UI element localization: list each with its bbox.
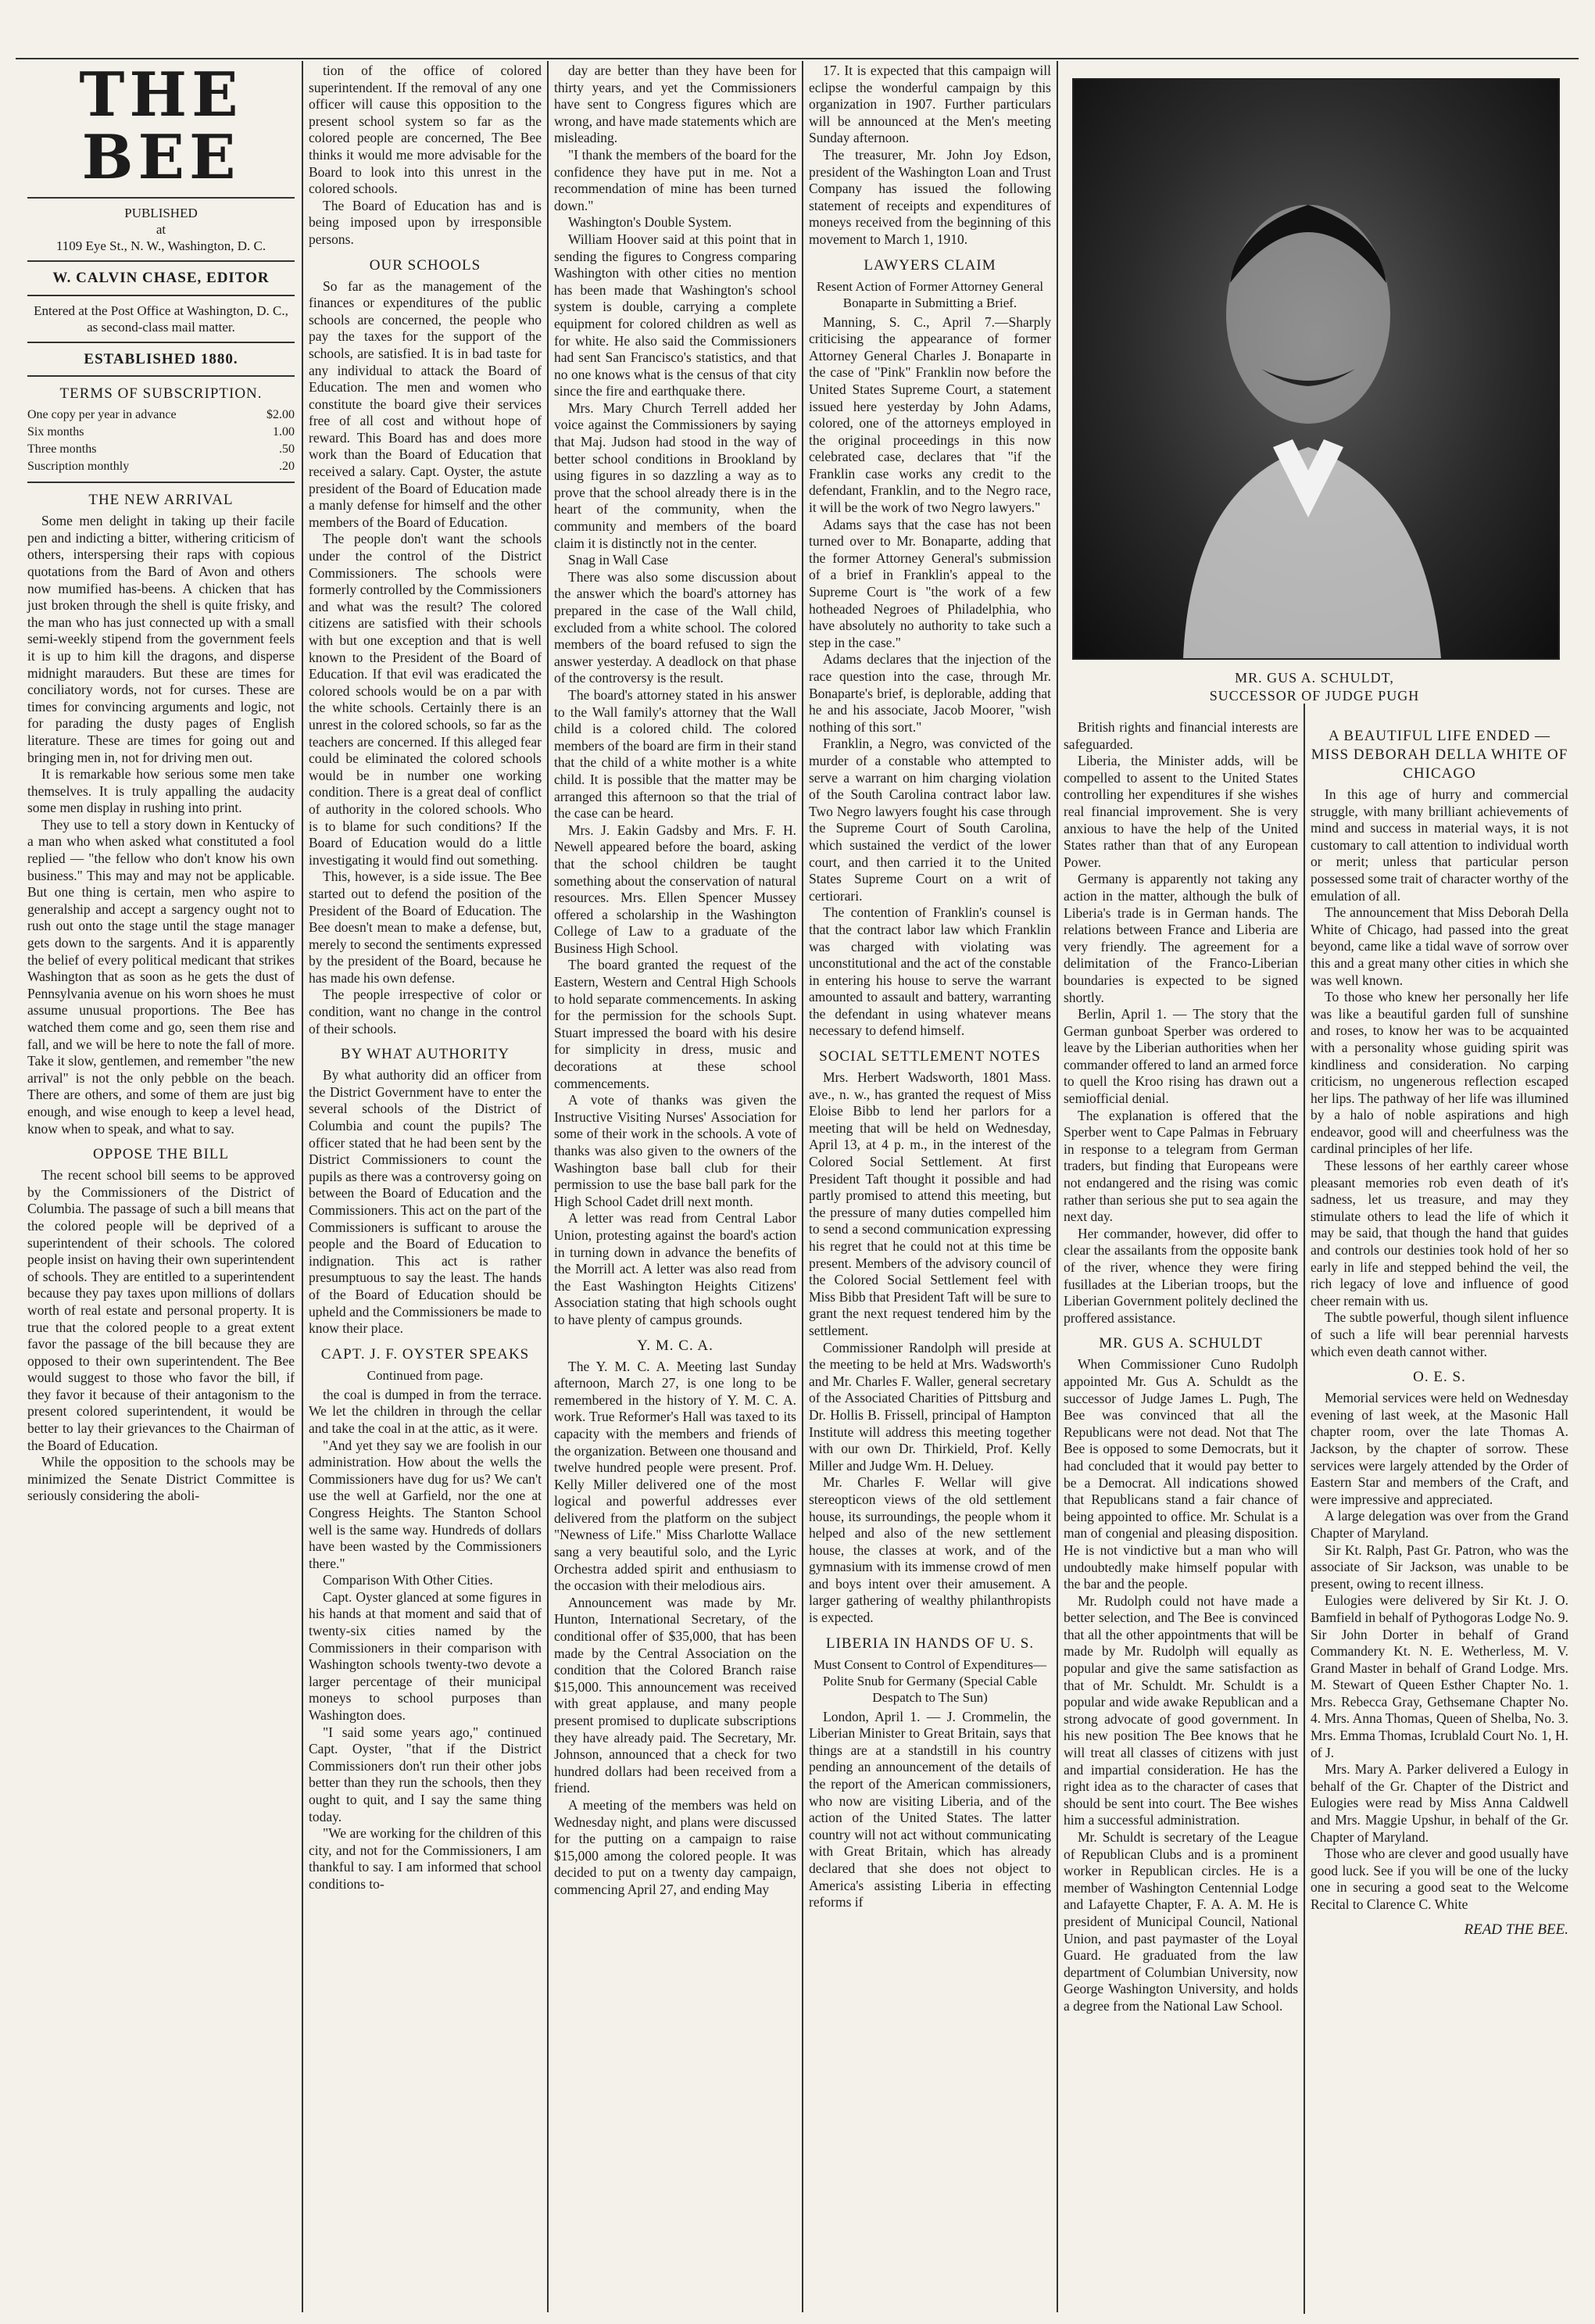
column-4	[805, 63, 1055, 2306]
paragraph: A letter was read from Central Labor Union, protesting against the board's action in turning down in advance the benefits of the Morrill act. A letter was also read from the East Washington Heights Citizens' Association stating that high schools ought to have plenty of campus grounds.	[554, 1210, 796, 1327]
headline-lawyers: LAWYERS CLAIM	[864, 256, 996, 274]
subscription-label: Three months	[27, 442, 97, 457]
article-body-oyster	[309, 1387, 542, 1893]
address: 1109 Eye St., N. W., Washington, D. C.	[55, 238, 266, 253]
paragraph: "I said some years ago," continued Capt. Oyster, "that if the District Commissioners don't run their other jobs better than they run the schools, then they ought to quit, and I say the same thing today.	[309, 1724, 542, 1824]
article-body-col4	[809, 63, 1051, 249]
paragraph: The explanation is offered that the Sperber went to Cape Palmas in February in response to a telegram from German traders, but finding that Europeans were not endangered and the rising was comic rather than serious she put to sea again the next day.	[1064, 1107, 1298, 1225]
paragraph: tion of the office of colored superintendent. If the removal of any one officer will cause this opposition to the present school system so far as the colored people are concerned, The Bee thinks it would me more advisable for the Board to look into this unrest in the colored schools.	[309, 63, 542, 197]
column-rule	[302, 61, 303, 2312]
paragraph: In this age of hurry and commercial struggle, with many brilliant achievements of mind and success in material ways, it is not customary to call attention to individual worth or merit; unless that particular person possessed some trait of character worthy of the emulation of all.	[1311, 786, 1568, 904]
paragraph: They use to tell a story down in Kentucky of a man who when asked what constituted a fool replied — "the fellow who don't know his own business." This may and may not be applicable. But one thing is certain, men who aspire to generalship and accept a sargency ought not to rush out onto the stage until the stage manager gets down to the sargents. And it is apparently the belief of every political medicant that strikes Washington that as soon as he gets the dust of Pennsylvania avenue on his worn shoes he must assume unusual proportions. The Bee has watched them come and go, seen them rise and fall, and we will be here to note the fall of more. Take it slow, gentlemen, and remember "the new arrival" is not the only pebble on the beach. There are others, and some of them are just big enough, and wise enough to keep a level head, know when to speak, and what to say.	[27, 816, 295, 1137]
headline-oyster: CAPT. J. F. OYSTER SPEAKS	[320, 1345, 530, 1363]
subscription-row	[27, 441, 295, 458]
column-3	[550, 63, 800, 2306]
paragraph: Eulogies were delivered by Sir Kt. J. O. Bamfield in behalf of Pythogoras Lodge No. 9. Sir John Dorter in behalf of Grand Commandery Kt. N. E. Wetherless, M. V. Grand Master in behalf of Grand Lodge. Mrs. M. Stewart of Queen Esther Chapter No. 1. Mrs. Rebecca Gray, Gethsemane Chapter No. 4. Mrs. Anna Thomas, Queen of Shelba, No. 3. Mrs. Emma Thomas, Icrublald Court No. 1, H. of J.	[1311, 1592, 1569, 1760]
column-rule	[547, 61, 549, 2312]
column-6	[1307, 719, 1572, 2306]
paragraph: "I thank the members of the board for the confidence they have put in me. Not a recommendation of mine has been turned down."	[554, 146, 796, 213]
paragraph: When Commissioner Cuno Rudolph appointed Mr. Gus A. Schuldt as the successor of Judge James L. Pugh, The Bee was convinced that all the Republicans were not dead. Not that The Bee is opposed to some Democrats, but it had concluded that it would pay better to be a Democrat. All indications showed that Republicans stand a fair chance of being appointed to office. Mr. Schulat is a man of congenial and pleasing disposition. He is not vindictive but a man who will undoubtedly make himself popular with the bar and the people.	[1064, 1356, 1298, 1592]
headline-authority: BY WHAT AUTHORITY	[340, 1046, 510, 1063]
paragraph: Mr. Rudolph could not have made a better selection, and The Bee is convinced that all the other appointments that will be made by Mr. Rudolph will equally as popular and give the same satisfaction as that of Mr. Schuldt. Mr. Schuldt is a popular and wide awake Republican and a strong advocate of good government. In his new position The Bee knows that he will treat all classes of citizens with just and impartial consideration. He has the right idea as to the character of cases that should be sent into court. The Bee wishes him a successful administration.	[1064, 1592, 1298, 1828]
article-body-col3	[554, 63, 796, 1329]
paragraph: The people don't want the schools under the control of the District Commissioners. The schools were formerly controlled by the Commissioners and what was the result? The colored citizens are satisfied with their schools with but one exception and that is well known to the President of the Board of Education. If that evil was eradicated the colored schools would be on a par with the white schools. Certainly there is an unrest in the colored schools, so far as the teachers are concerned. If this alleged fear could be eliminated the colored schools would be in number one working condition. There is a great deal of conflict of authority in the colored schools. Who is to blame for such conditions? If the Board of Education would do a little investigating it would find out something.	[309, 531, 542, 868]
published-label: PUBLISHED	[124, 206, 198, 220]
top-rule	[16, 58, 1579, 59]
article-body-lawyers	[809, 314, 1051, 1040]
subhead-liberia: Must Consent to Control of Expenditures—Polite Snub for Germany (Special Cable Despatch to The Sun)	[814, 1656, 1046, 1705]
paragraph: Some men delight in taking up their facile pen and indicting a bitter, withering criticism of others, interspersing their raps with copious quotations from the Bard of Avon and others now mumified has-beens. A chicken that has just broken through the shell is quite frisky, and the man who has just connected up with a small semi-weekly stipend from the government feels it is up to him kill the dragons, and disperse midnight marauders. But these are times for conciliatory words, not for curses. These are times for convincing arguments and logic, not for parading the dusty pages of English literature. These are times for going out and bringing men in, not for driving men out.	[27, 513, 295, 765]
subhead-oyster: Continued from page.	[367, 1367, 484, 1383]
subhead-lawyers: Resent Action of Former Attorney General Bonaparte in Submitting a Brief.	[816, 278, 1044, 310]
subscription-label: Six months	[27, 425, 84, 439]
paragraph: 17. It is expected that this campaign will eclipse the wonderful campaign by this organization in 1907. Further particulars will be announced at the Men's meeting Sunday afternoon.	[809, 63, 1051, 146]
paragraph: Germany is apparently not taking any action in the matter, although the bulk of Liberia's trade is in German hands. The relations between France and Liberia are very friendly. The agreement for a delimitation of the Franco-Liberian boundaries is expected to be signed shortly.	[1064, 871, 1298, 1005]
paragraph: Franklin, a Negro, was convicted of the murder of a constable who attempted to serve a warrant on him charging violation of the South Carolina contract labor law. Two Negro lawyers fought his case through the Supreme Court of South Carolina, which sustained the verdict of the lower court, and then carried it to the United States Supreme Court on a writ of certiorari.	[809, 736, 1051, 904]
editor-line: W. CALVIN CHASE, EDITOR	[52, 270, 270, 286]
divider	[27, 197, 295, 199]
paragraph: Announcement was made by Mr. Hunton, International Secretary, of the conditional offer of $35,000, that has been made by the Central Association on the condition that the Colored Branch raise $15,000. This announcement was received with great applause, and many people present promised to duplicate subscriptions they have already paid. The Secretary, Mr. Johnson, announced that a check for two hundred dollars had been received from a friend.	[554, 1594, 796, 1796]
subscription-price: .20	[279, 460, 295, 474]
paragraph: day are better than they have been for thirty years, and yet the Commissioners have sent to Congress figures which are wrong, and have made statements which are misleading.	[554, 63, 796, 146]
article-body-authority	[309, 1067, 542, 1337]
article-body-ymca	[554, 1359, 796, 1899]
paragraph: Capt. Oyster glanced at some figures in his hands at that moment and said that of twenty-six cities named by the Commissioners in their comparison with Washington schools twenty-two devote a larger percentage of their municipal moneys to school purposes than Washington does.	[309, 1588, 542, 1724]
column-5	[1060, 719, 1302, 2306]
paragraph: Snag in Wall Case	[568, 552, 669, 568]
masthead-title: THE BEE	[79, 63, 243, 193]
headline-oppose-bill: OPPOSE THE BILL	[92, 1146, 230, 1163]
divider	[27, 260, 295, 262]
paragraph: Mrs. Mary A. Parker delivered a Eulogy in behalf of the Gr. Chapter of the District and Eulogies were read by Miss Anna Caldwell and Mrs. Maggie Upshur, in behalf of the Gr. Chapter of Maryland.	[1311, 1761, 1568, 1845]
headline-settlement: SOCIAL SETTLEMENT NOTES	[819, 1048, 1041, 1065]
divider	[27, 375, 295, 377]
column-1	[23, 63, 299, 2306]
portrait-silhouette	[1074, 80, 1558, 658]
headline-liberia: LIBERIA IN HANDS OF U. S.	[825, 1635, 1035, 1652]
paragraph: There was also some discussion about the answer which the board's attorney has prepared in the case of the Wall child, excluded from a white school. The colored members of the board refused to sign the answer yesterday. A deadlock on that phase of the controversy is the result.	[554, 568, 796, 686]
article-body-liberia	[809, 1709, 1051, 1911]
paragraph: Comparison With Other Cities.	[323, 1572, 493, 1588]
article-body-oppose-bill	[27, 1167, 295, 1505]
paragraph: To those who knew her personally her life was like a beautiful garden full of sunshine and roses, to know her was to be acquainted with a personality whose guiding spirit was kindliness and consideration. No carping criticism, no ungenerous reflection escaped her lips. The pathway of her life was illumined by a halo of noble aspirations and high endeavor, good will and cheerfulness was the cardinal principles of her life.	[1311, 989, 1568, 1157]
divider	[27, 482, 295, 483]
paragraph: A large delegation was over from the Grand Chapter of Maryland.	[1311, 1508, 1568, 1541]
article-body-schuldt	[1064, 1356, 1298, 2014]
column-2	[305, 63, 545, 2306]
headline-ymca: Y. M. C. A.	[637, 1337, 713, 1354]
paragraph: The people irrespective of color or condition, want no change in the control of their schools.	[309, 987, 542, 1037]
paragraph: "We are working for the children of this city, and not for the Commissioners, I am thankful to say. I am informed that school conditions to-	[309, 1825, 542, 1892]
paragraph: Mrs. Herbert Wadsworth, 1801 Mass. ave., n. w., has granted the request of Miss Eloise Bibb to lend her parlors for a meeting that will be held on Wednesday, April 13, at 4 p. m., in the interest of the Colored Social Settlement. At first President Taft thought it possible and had partly promised to attend this meeting, but the pressure of many duties compelled him to send a second communication expressing his regret that he could not at this time be present. Members of the advisory council of the Colored Social Settlement feel with Miss Bibb that President Taft will be sure to grant the next request tendered him by the settlement.	[809, 1069, 1051, 1338]
paragraph: The announcement that Miss Deborah Della White of Chicago, had passed into the great beyond, came like a tidal wave of sorrow over this and a great many other cities in which she was well known.	[1311, 904, 1568, 988]
paragraph: A vote of thanks was given the Instructive Visiting Nurses' Association for some of their work in the schools. A vote of thanks was also given to the owners of the Washington base ball club for their permission to use the base ball park for the High School Cadet drill next month.	[554, 1092, 796, 1209]
paragraph: While the opposition to the schools may be minimized the Senate District Committee is seriously considering the aboli-	[27, 1454, 295, 1504]
paragraph: The Y. M. C. A. Meeting last Sunday afternoon, March 27, is one long to be remembered in the history of Y. M. C. A. work. True Reformer's Hall was taxed to its capacity with the members and friends of the organization. Between one thousand and twelve hundred people were present. Prof. Kelly Miller delivered one of the most logical and powerful addresses ever delivered from the platform on the subject "Newness of Life." Miss Charlotte Wallace sang a very beautiful solo, and the Lyric Orchestra added spirit and enthusiasm to the occasion with their melodious airs.	[554, 1358, 796, 1594]
subscription-price: .50	[279, 442, 295, 457]
paragraph: Commissioner Randolph will preside at the meeting to be held at Mrs. Wadsworth's and Mr. Charles F. Waller, general secretary of the Associated Charities of Pittsburg and Dr. Hollis B. Frissell, principal of Hampton Institute will address this meeting together with our own Dr. Thirkield, Prof. Kelly Miller and Judge Wm. H. Deluey.	[809, 1339, 1051, 1474]
article-body-our-schools	[309, 278, 542, 1038]
article-body-liberia-continued	[1064, 719, 1298, 1327]
photo-caption	[1072, 669, 1557, 705]
column-rule	[802, 61, 803, 2312]
article-body-continued	[309, 63, 542, 249]
paragraph: Her commander, however, did offer to clear the assailants from the opposite bank of the river, whence they were firing fusillades at the Liberian troops, but the Liberian Government politely declined the proffered assistance.	[1064, 1225, 1298, 1326]
paragraph: Mr. Charles F. Wellar will give stereopticon views of the old settlement house, its surroundings, the people whom it helped and also of the new settlement house, the classes at work, and of the gymnasium with its immense crowd of men and boys intent over their amusement. A larger gathering of wealthy philanthropists is expected.	[809, 1474, 1051, 1626]
paragraph: The subtle powerful, though silent influence of such a life will bear perennial harvests which even death cannot wither.	[1311, 1309, 1568, 1359]
paragraph: William Hoover said at this point that in sending the figures to Congress comparing Washington with other cities no mention has been made that Washington's school system is double, carrying a complete equipment for colored children as well as for white. He also said the Commissioners had sent San Francisco's statistics, and that no one knows what is the census of that city since the fire and earthquake there.	[554, 231, 796, 399]
paragraph: Mr. Schuldt is secretary of the League of Republican Clubs and is a prominent worker in Republican circles. He is a member of Washington Centennial Lodge and Lafayette Chapter, F. A. A. M. He is president of Municipal Council, National Union, and past paymaster of the Loyal Guard. He graduated from the law department of Columbian University, now George Washington University, and holds a degree from the National Law School.	[1064, 1829, 1298, 2014]
column-rule	[1304, 704, 1305, 2314]
paragraph: Adams declares that the injection of the race question into the case, through Mr. Bonaparte's brief, is deplorable, adding that he and his associate, Jacob Moorer, "wish nothing of this sort."	[809, 651, 1051, 735]
divider	[27, 342, 295, 343]
at-label: at	[156, 222, 166, 237]
paragraph: Memorial services were held on Wednesday evening of last week, at the Masonic Hall chapter room, over the late Thomas A. Jackson, by the chapter of sorrow. These services were largely attended by the Order of Eastern Star and members of the Craft, and were impressive and appreciated.	[1311, 1390, 1568, 1507]
subscription-price: 1.00	[273, 425, 295, 439]
entered-notice: Entered at the Post Office at Washington, D. C., as second-class mail matter.	[34, 303, 288, 335]
column-rule	[1057, 61, 1058, 2312]
portrait-photo	[1072, 78, 1560, 660]
read-the-bee: READ THE BEE.	[1464, 1921, 1568, 1938]
headline-oes: O. E. S.	[1413, 1369, 1466, 1386]
subscription-label: One copy per year in advance	[27, 408, 177, 422]
paragraph: The board granted the request of the Eastern, Western and Central High Schools to hold separate commencements. In asking for the permission for the schools Supt. Stuart impressed the board with his desire for simplicity in dress, music and decorations at these school commencements.	[554, 957, 796, 1091]
subscription-table	[27, 406, 295, 475]
paragraph: Those who are clever and good usually have good luck. See if you will be one of the lucky one in securing a good seat to the Welcome Recital to Clarence C. White	[1311, 1846, 1568, 1912]
paragraph: Mrs. Mary Church Terrell added her voice against the Commissioners by saying that Maj. Judson had stood in the way of better school conditions in Brookland by using figures in so dazzling a way as to prove that the school already there is in the heart of the community, when the community and members of the board claim it is distinctly not in the center.	[554, 399, 796, 551]
subscription-price: $2.00	[266, 408, 295, 422]
paragraph: Adams says that the case has not been turned over to Mr. Bonaparte, adding that the former Attorney General's submission of a brief in Franklin's appeal to the Supreme Court is "the work of a few hotheaded Negroes of Philadelphia, who have absolutely no authority to take such a step in the case."	[809, 516, 1051, 650]
paragraph: The contention of Franklin's counsel is that the contract labor law which Franklin was charged with violating was unconstitutional and the act of the constable in entering his house to serve the warrant amounted to assault and battery, warranting the defendant in using whatever means necessary to defend himself.	[809, 904, 1051, 1039]
paragraph: By what authority did an officer from the District Government have to enter the several schools of the District of Columbia and count the pupils? The officer stated that he had been sent by the District Commissioners to count the pupils as there was a controversy going on between the Board of Education and the Commissioners. This act on the part of the Commissioners is sufficant to arouse the people and the Board of Education to indignation. This act is rather presumptuous to say the least. The hands of the Board of Education should be upheld and the Commissioners be made to know their place.	[309, 1067, 542, 1337]
paragraph: The recent school bill seems to be approved by the Commissioners of the District of Columbia. The passage of such a bill means that the colored people will be deprived of a superintendent of their schools. The colored people insist on having their own superintendent of schools. They are entitled to a superintendent because they pay taxes upon millions of dollars worth of real estate and personal property. It is true that the colored people to a great extent favor the passage of the bill because they are opposed to their own superintendent. The Bee would suggest to those who favor the bill, if they favor it because of their antagonism to the present colored superintendent, it would be better to lay their grievances to the Chairman of the Board of Education.	[27, 1167, 295, 1453]
paragraph: Sir Kt. Ralph, Past Gr. Patron, who was the associate of Sir Jackson, was unable to be present, owing to recent illness.	[1311, 1542, 1568, 1592]
paragraph: Manning, S. C., April 7.—Sharply criticising the appearance of former Attorney General Charles J. Bonaparte in the case of "Pink" Franklin now before the United States Supreme Court, a statement issued here yesterday by John Adams, colored, one of the attorneys employed in the original proceedings in this now celebrated case, declares that "if the Franklin case works any credit to the defendant, Franklin, and to the Negro race, it will be the work of two Negro lawyers."	[809, 313, 1051, 516]
paragraph: So far as the management of the finances or expenditures of the public schools are concerned, the people who pay the taxes for the support of the schools, are satisfied. It is in bad taste for any individual to attack the Board of Education. The men and women who constitute the board give their services free of all cost and without hope of reward. This Board has and does more work than the Board of Education that received a salary. Capt. Oyster, the astute president of the Board of Education made a manly defense for himself and the other members of the Board of Education.	[309, 278, 542, 530]
paragraph: This, however, is a side issue. The Bee started out to defend the position of the President of the Board of Education. The Bee doesn't mean to make a defense, but, merely to second the sentiments expressed by the president of the Board, because he has made his own defense.	[309, 868, 542, 986]
headline-new-arrival: THE NEW ARRIVAL	[88, 492, 234, 509]
paragraph: London, April 1. — J. Crommelin, the Liberian Minister to Great Britain, says that things are at a standstill in his country pending an announcement of the details of the report of the American commissioners, who now are visiting Liberia, and of the action of the United States. The latter country will not act without communicating with Great Britain, which has already declared that she does not object to America's assisting Liberia in effecting reforms if	[809, 1708, 1051, 1910]
caption-line-1: MR. GUS A. SCHULDT,	[1235, 670, 1394, 686]
subscription-row	[27, 424, 295, 441]
headline-our-schools: OUR SCHOOLS	[369, 256, 481, 274]
paragraph: These lessons of her earthly career whose pleasant memories rob even death of it's sadness, let us treasure, and may they stimulate others to lead the life of which it may be said, that though the hand that guides and controls our destinies took hold of her so early in life and stepped behind the veil, the rich legacy of love and influence of good cheer remain with us.	[1311, 1158, 1568, 1309]
paragraph: British rights and financial interests are safeguarded.	[1064, 719, 1298, 752]
subscription-heading: TERMS OF SUBSCRIPTION.	[59, 385, 263, 403]
paragraph: The treasurer, Mr. John Joy Edson, president of the Washington Loan and Trust Company has issued the following statement of receipts and expenditures of moneys received from the beginning of this movement to March 1, 1910.	[809, 146, 1051, 247]
article-body-deborah	[1311, 786, 1568, 1360]
subscription-row	[27, 406, 295, 424]
paragraph: Berlin, April 1. — The story that the German gunboat Sperber was ordered to leave by the Liberian authorities when her commander offered to land an armed force to quell the Kroo rising has drawn out a semiofficial denial.	[1064, 1006, 1298, 1107]
established-line: ESTABLISHED 1880.	[84, 350, 238, 367]
article-body-new-arrival	[27, 513, 295, 1137]
divider	[27, 295, 295, 296]
subscription-row	[27, 458, 295, 475]
paragraph: A meeting of the members was held on Wednesday night, and plans were discussed for the putting on a campaign to raise $15,000 among the colored people. It was decided to put on a twenty day campaign, commencing April 27, and ending May	[554, 1796, 796, 1897]
paragraph: The board's attorney stated in his answer to the Wall family's attorney that the Wall child is a colored child. The colored members of the board are firm in their stand that the child of a white mother is a white child. It is possible that the matter may be arranged this afternoon so that the trial of the case can be heard.	[554, 686, 796, 822]
paragraph: the coal is dumped in from the terrace. We let the children in through the cellar and take the coal in at the attic, as it were.	[309, 1386, 542, 1436]
headline-schuldt: MR. GUS A. SCHULDT	[1099, 1335, 1263, 1352]
paragraph: Mrs. J. Eakin Gadsby and Mrs. F. H. Newell appeared before the board, asking that the school children be taught something about the conservation of natural resources. Mrs. Ellen Spencer Mussey offered a scholarship in the Washington College of Law to a graduate of the Business High School.	[554, 822, 796, 956]
subscription-label: Suscription monthly	[27, 460, 130, 474]
caption-line-2: SUCCESSOR OF JUDGE PUGH	[1209, 688, 1420, 704]
paragraph: The Board of Education has and is being imposed upon by irresponsible persons.	[309, 197, 542, 247]
article-body-settlement	[809, 1069, 1051, 1627]
article-body-oes	[1311, 1390, 1568, 1913]
headline-deborah: A BEAUTIFUL LIFE ENDED — MISS DEBORAH DELLA WHITE OF CHICAGO	[1311, 728, 1568, 782]
paragraph: Liberia, the Minister adds, will be compelled to assent to the United States controlling her expenditures if she wishes real financial improvement. She is very anxious to have the help of the United States rather than that of any European Power.	[1064, 753, 1298, 870]
paragraph: "And yet they say we are foolish in our administration. How about the wells the Commissioners have dug for us? We can't use the well at Garfield, nor the one at Congress Heights. The Stanton School well is the same way. Hundreds of dollars have been wasted by the Commissioners there."	[309, 1437, 542, 1571]
paragraph: Washington's Double System.	[568, 214, 732, 231]
paragraph: It is remarkable how serious some men take themselves. It is truly appalling the audacity some men display in rushing into print.	[27, 766, 295, 816]
